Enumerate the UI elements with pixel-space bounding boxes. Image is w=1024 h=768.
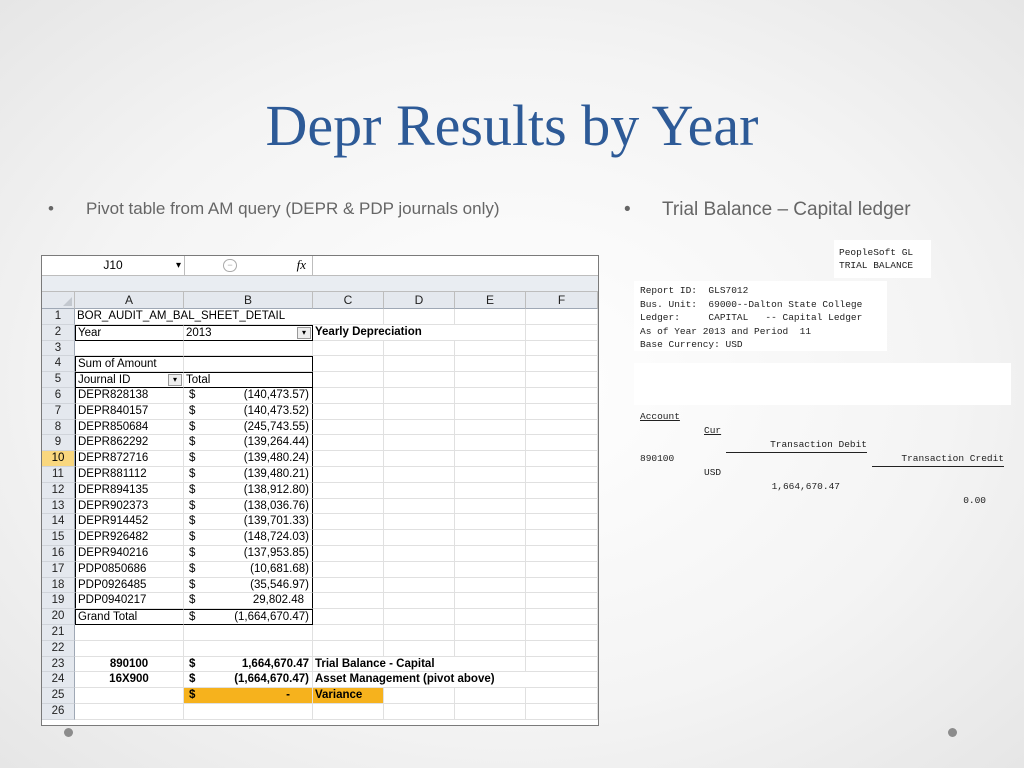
amount-value: (1,664,670.47) xyxy=(234,611,309,624)
table-row xyxy=(42,562,598,578)
row-number[interactable]: 1 xyxy=(42,309,75,325)
report-info xyxy=(634,281,887,351)
row-number[interactable]: 13 xyxy=(42,499,75,515)
cell[interactable] xyxy=(313,388,384,404)
amount-value: (139,701.33) xyxy=(243,515,309,528)
amount-cell[interactable] xyxy=(184,467,313,483)
cell[interactable] xyxy=(526,578,598,594)
cell[interactable] xyxy=(455,562,526,578)
period-line: As of Year 2013 and Period 11 xyxy=(640,325,812,337)
table-row xyxy=(42,593,598,609)
cell[interactable] xyxy=(313,578,384,594)
slide-title: Depr Results by Year xyxy=(265,93,759,158)
cell-b4[interactable] xyxy=(184,356,313,372)
cell[interactable] xyxy=(455,688,526,704)
amount-value: (148,724.03) xyxy=(243,531,309,544)
cell[interactable] xyxy=(526,657,598,673)
cell-e5[interactable] xyxy=(455,372,526,388)
cell[interactable] xyxy=(455,625,526,641)
cell[interactable] xyxy=(313,435,384,451)
amount-value: - xyxy=(286,689,290,702)
bullet-dot: • xyxy=(48,199,54,218)
amount-value: 1,664,670.47 xyxy=(241,657,309,670)
amount-cell[interactable] xyxy=(184,388,313,404)
row-number[interactable]: 6 xyxy=(42,388,75,404)
cell[interactable] xyxy=(526,672,598,688)
amount-value: (139,480.21) xyxy=(243,467,309,480)
currency-symbol: $ xyxy=(189,404,196,417)
table-row xyxy=(42,546,598,562)
amount-cell[interactable] xyxy=(184,483,313,499)
cell[interactable] xyxy=(455,641,526,657)
column-header-b[interactable]: B xyxy=(184,292,313,309)
bullet-text-right: Trial Balance – Capital ledger xyxy=(662,199,911,220)
table-row xyxy=(42,309,598,325)
journal-id-cell[interactable]: DEPR940216 xyxy=(75,546,184,562)
amount-value: (35,546.97) xyxy=(250,578,309,591)
cell-f2[interactable] xyxy=(526,325,598,341)
table-row xyxy=(42,388,598,404)
cell[interactable] xyxy=(455,483,526,499)
cell[interactable] xyxy=(313,593,384,609)
cell-e2[interactable] xyxy=(455,325,526,341)
amount-value: 29,802.48 xyxy=(252,594,304,607)
report-type: TRIAL BALANCE xyxy=(839,260,914,271)
amount-cell[interactable] xyxy=(184,562,313,578)
currency-symbol: $ xyxy=(189,436,196,449)
cell[interactable] xyxy=(313,420,384,436)
currency-symbol: $ xyxy=(189,483,196,496)
row-number[interactable]: 21 xyxy=(42,625,75,641)
row-number[interactable]: 24 xyxy=(42,672,75,688)
journal-id-header: Journal ID xyxy=(78,374,131,387)
cell-a4[interactable]: Sum of Amount xyxy=(75,356,184,372)
cell[interactable] xyxy=(384,435,455,451)
cell-e3[interactable] xyxy=(455,341,526,357)
table-row xyxy=(42,483,598,499)
table-row xyxy=(42,641,598,657)
column-header-c[interactable]: C xyxy=(313,292,384,309)
journal-id-cell[interactable]: PDP0850686 xyxy=(75,562,184,578)
table-row xyxy=(42,372,598,388)
table-row xyxy=(42,356,598,372)
cell[interactable] xyxy=(384,530,455,546)
column-header-a[interactable]: A xyxy=(75,292,184,309)
cell[interactable] xyxy=(313,546,384,562)
cell[interactable] xyxy=(526,388,598,404)
cell[interactable] xyxy=(526,641,598,657)
report-account-value: 890100 xyxy=(640,453,675,464)
cell[interactable] xyxy=(384,483,455,499)
column-headers xyxy=(42,292,598,309)
name-box[interactable] xyxy=(42,256,185,276)
table-row xyxy=(42,609,598,625)
cell[interactable] xyxy=(455,420,526,436)
row-number[interactable]: 18 xyxy=(42,578,75,594)
cell-d1[interactable] xyxy=(384,309,455,325)
cell[interactable] xyxy=(75,641,184,657)
report-system: PeopleSoft GL xyxy=(839,247,914,258)
row-number[interactable]: 9 xyxy=(42,435,75,451)
table-row xyxy=(42,341,598,357)
cell-a5[interactable] xyxy=(75,372,184,388)
amount-cell[interactable] xyxy=(184,404,313,420)
chevron-down-icon[interactable]: ▾ xyxy=(175,260,181,271)
cell[interactable] xyxy=(526,451,598,467)
journal-id-cell[interactable]: DEPR914452 xyxy=(75,514,184,530)
cell[interactable] xyxy=(313,467,384,483)
row-number[interactable]: 23 xyxy=(42,657,75,673)
currency-symbol: $ xyxy=(189,673,196,686)
currency-symbol: $ xyxy=(189,657,196,670)
currency-symbol: $ xyxy=(189,467,196,480)
currency-symbol: $ xyxy=(189,499,196,512)
journal-id-cell[interactable]: DEPR872716 xyxy=(75,451,184,467)
bus-unit-line: Bus. Unit: 69000--Dalton State College xyxy=(640,298,863,310)
cell[interactable] xyxy=(384,704,455,720)
cell-f4[interactable] xyxy=(526,356,598,372)
sheet-rows xyxy=(42,309,598,720)
cell[interactable] xyxy=(526,530,598,546)
cell[interactable] xyxy=(455,499,526,515)
cell[interactable] xyxy=(455,451,526,467)
cell[interactable] xyxy=(455,467,526,483)
cell[interactable] xyxy=(455,546,526,562)
row-number[interactable]: 3 xyxy=(42,341,75,357)
cell[interactable] xyxy=(455,404,526,420)
report-id-line: Report ID: GLS7012 xyxy=(640,285,749,296)
cell[interactable] xyxy=(455,530,526,546)
select-all-corner[interactable] xyxy=(42,292,75,309)
filter-icon[interactable]: ▾ xyxy=(168,374,182,386)
column-header-e[interactable]: E xyxy=(455,292,526,309)
table-row xyxy=(42,451,598,467)
report-col-account: Account xyxy=(640,411,680,422)
cell[interactable] xyxy=(455,435,526,451)
table-row xyxy=(42,499,598,515)
report-debit-value: 1,664,670.47 xyxy=(771,481,840,492)
report-cur-value: USD xyxy=(704,467,722,478)
filter-icon[interactable]: ▾ xyxy=(297,327,311,339)
table-row xyxy=(42,467,598,483)
amount-value: (138,912.80) xyxy=(243,483,309,496)
cell[interactable] xyxy=(75,625,184,641)
row-number[interactable]: 14 xyxy=(42,514,75,530)
year-value: 2013 xyxy=(186,326,212,339)
currency-symbol: $ xyxy=(189,594,196,607)
table-row xyxy=(42,672,598,688)
formula-input[interactable] xyxy=(313,256,598,276)
row-number[interactable]: 5 xyxy=(42,372,75,388)
ribbon-gap xyxy=(42,276,598,292)
currency-symbol: $ xyxy=(189,420,196,433)
name-box-value: J10 xyxy=(103,258,123,272)
ledger-line: Ledger: CAPITAL -- Capital Ledger xyxy=(640,312,863,323)
cell[interactable] xyxy=(526,514,598,530)
amount-value: (138,036.76) xyxy=(243,499,309,512)
cell[interactable] xyxy=(526,435,598,451)
row-number[interactable]: 25 xyxy=(42,688,75,704)
cell[interactable] xyxy=(75,688,184,704)
report-credit-value: 0.00 xyxy=(963,495,986,506)
journal-id-cell[interactable]: DEPR850684 xyxy=(75,420,184,436)
cell[interactable] xyxy=(384,451,455,467)
cell[interactable] xyxy=(313,451,384,467)
cell[interactable] xyxy=(526,625,598,641)
amount-cell[interactable] xyxy=(184,435,313,451)
cell[interactable] xyxy=(313,704,384,720)
journal-id-cell[interactable]: DEPR862292 xyxy=(75,435,184,451)
row-number[interactable]: 2 xyxy=(42,325,75,341)
cell[interactable] xyxy=(526,499,598,515)
cell[interactable] xyxy=(526,483,598,499)
cell[interactable] xyxy=(526,404,598,420)
cell[interactable] xyxy=(313,483,384,499)
row-number[interactable]: 22 xyxy=(42,641,75,657)
cell[interactable] xyxy=(526,467,598,483)
cell[interactable] xyxy=(313,499,384,515)
report-col-cur: Cur xyxy=(704,425,722,436)
cell[interactable] xyxy=(455,514,526,530)
cell-c3[interactable] xyxy=(313,341,384,357)
grand-total-label[interactable]: Grand Total xyxy=(75,609,184,625)
cell[interactable] xyxy=(384,609,455,625)
row-number[interactable]: 16 xyxy=(42,546,75,562)
cell[interactable] xyxy=(384,625,455,641)
amount-cell[interactable] xyxy=(184,451,313,467)
table-row xyxy=(42,625,598,641)
cell[interactable] xyxy=(455,593,526,609)
cell[interactable] xyxy=(526,704,598,720)
cell[interactable] xyxy=(75,704,184,720)
cell-c2[interactable]: Yearly Depreciation xyxy=(313,325,384,341)
report-col-debit: Transaction Debit xyxy=(726,438,867,453)
row-number[interactable]: 19 xyxy=(42,593,75,609)
cell[interactable] xyxy=(313,530,384,546)
amount-cell[interactable] xyxy=(184,546,313,562)
cell-d4[interactable] xyxy=(384,356,455,372)
cell-b5[interactable]: Total xyxy=(184,372,313,388)
amount-value: (139,264.44) xyxy=(243,436,309,449)
cell-f5[interactable] xyxy=(526,372,598,388)
currency-symbol: $ xyxy=(189,562,196,575)
cell[interactable] xyxy=(384,514,455,530)
spreadsheet-screenshot xyxy=(41,255,599,726)
cell[interactable] xyxy=(313,625,384,641)
amount-value: (140,473.52) xyxy=(243,404,309,417)
cell[interactable] xyxy=(384,404,455,420)
journal-id-cell[interactable]: DEPR828138 xyxy=(75,388,184,404)
cell-c4[interactable] xyxy=(313,356,384,372)
cell[interactable] xyxy=(526,420,598,436)
amount-value: (245,743.55) xyxy=(243,420,309,433)
cell[interactable] xyxy=(384,641,455,657)
bullet-text-left: Pivot table from AM query (DEPR & PDP journals only) xyxy=(86,199,500,218)
report-col-credit: Transaction Credit xyxy=(872,452,1004,467)
journal-id-cell[interactable]: DEPR926482 xyxy=(75,530,184,546)
currency-symbol: $ xyxy=(189,578,196,591)
journal-id-cell[interactable]: DEPR894135 xyxy=(75,483,184,499)
cell[interactable] xyxy=(184,641,313,657)
row-number[interactable]: 11 xyxy=(42,467,75,483)
row-number[interactable]: 8 xyxy=(42,420,75,436)
cell-c1[interactable] xyxy=(313,309,384,325)
cell[interactable] xyxy=(184,704,313,720)
table-row xyxy=(42,404,598,420)
cell-b3[interactable] xyxy=(184,341,313,357)
asset-management-label[interactable]: Asset Management (pivot above) xyxy=(313,672,384,688)
cell[interactable] xyxy=(384,593,455,609)
formula-controls xyxy=(185,256,313,276)
cell-f1[interactable] xyxy=(526,309,598,325)
amount-value: (137,953.85) xyxy=(243,546,309,559)
row-number[interactable]: 20 xyxy=(42,609,75,625)
variance-label[interactable]: Variance xyxy=(313,688,384,704)
amount-cell[interactable] xyxy=(184,514,313,530)
table-row xyxy=(42,325,598,341)
bullet-dot: • xyxy=(624,199,631,220)
cell[interactable] xyxy=(384,388,455,404)
amount-cell[interactable] xyxy=(184,593,313,609)
currency-symbol: $ xyxy=(189,689,196,702)
grand-total-cell[interactable] xyxy=(184,609,313,625)
nav-dot-left[interactable] xyxy=(64,728,73,737)
trial-balance-amount[interactable] xyxy=(184,657,313,673)
cell[interactable] xyxy=(313,514,384,530)
row-number[interactable]: 17 xyxy=(42,562,75,578)
journal-id-cell[interactable]: PDP0926485 xyxy=(75,578,184,594)
cell-f3[interactable] xyxy=(526,341,598,357)
cell[interactable] xyxy=(455,657,526,673)
journal-id-cell[interactable]: DEPR902373 xyxy=(75,499,184,515)
table-row xyxy=(42,704,598,720)
trial-balance-label[interactable]: Trial Balance - Capital xyxy=(313,657,384,673)
cell[interactable] xyxy=(384,499,455,515)
journal-id-cell[interactable]: DEPR840157 xyxy=(75,404,184,420)
amount-value: (140,473.57) xyxy=(243,388,309,401)
cell[interactable] xyxy=(384,578,455,594)
cell-d5[interactable] xyxy=(384,372,455,388)
cell[interactable] xyxy=(455,704,526,720)
cell[interactable] xyxy=(384,546,455,562)
currency-symbol: $ xyxy=(189,452,196,465)
cell-d3[interactable] xyxy=(384,341,455,357)
currency-symbol: $ xyxy=(189,388,196,401)
cell[interactable] xyxy=(313,404,384,420)
currency-symbol: $ xyxy=(189,546,196,559)
amount-cell[interactable] xyxy=(184,578,313,594)
account-cell[interactable]: 16X900 xyxy=(75,672,184,688)
cell[interactable] xyxy=(526,609,598,625)
table-row xyxy=(42,530,598,546)
cell[interactable] xyxy=(384,562,455,578)
report-table xyxy=(634,363,1011,506)
cell[interactable] xyxy=(526,546,598,562)
amount-value: (1,664,670.47) xyxy=(234,673,309,686)
cell-b2[interactable] xyxy=(184,325,313,341)
account-cell[interactable]: 890100 xyxy=(75,657,184,673)
amount-value: (10,681.68) xyxy=(250,562,309,575)
cell-a3[interactable] xyxy=(75,341,184,357)
table-row xyxy=(42,420,598,436)
cell[interactable] xyxy=(526,562,598,578)
cell-e1[interactable] xyxy=(455,309,526,325)
cell[interactable] xyxy=(184,625,313,641)
variance-amount[interactable] xyxy=(184,688,313,704)
currency-symbol: $ xyxy=(189,515,196,528)
cell[interactable] xyxy=(384,420,455,436)
report-header xyxy=(834,240,931,278)
cell-a1[interactable]: BOR_AUDIT_AM_BAL_SHEET_DETAIL xyxy=(75,309,184,325)
currency-symbol: $ xyxy=(189,611,196,624)
cell[interactable] xyxy=(455,609,526,625)
journal-id-cell[interactable]: DEPR881112 xyxy=(75,467,184,483)
cell[interactable] xyxy=(455,388,526,404)
table-row xyxy=(42,688,598,704)
asset-management-amount[interactable] xyxy=(184,672,313,688)
cell[interactable] xyxy=(384,688,455,704)
formula-bar xyxy=(42,256,598,276)
nav-dot-right[interactable] xyxy=(948,728,957,737)
amount-cell[interactable] xyxy=(184,420,313,436)
cell[interactable] xyxy=(384,467,455,483)
table-row xyxy=(42,578,598,594)
currency-line: Base Currency: USD xyxy=(640,339,743,350)
row-number[interactable]: 4 xyxy=(42,356,75,372)
fx-icon[interactable]: fx xyxy=(296,257,306,272)
amount-value: (139,480.24) xyxy=(243,452,309,465)
table-row xyxy=(42,435,598,451)
journal-id-cell[interactable]: PDP0940217 xyxy=(75,593,184,609)
cell[interactable] xyxy=(313,562,384,578)
amount-cell[interactable] xyxy=(184,530,313,546)
cell[interactable] xyxy=(526,688,598,704)
row-number[interactable]: 26 xyxy=(42,704,75,720)
currency-symbol: $ xyxy=(189,531,196,544)
table-row xyxy=(42,657,598,673)
row-number[interactable]: 7 xyxy=(42,404,75,420)
cell-a2[interactable]: Year xyxy=(75,325,184,341)
row-number[interactable]: 12 xyxy=(42,483,75,499)
cell[interactable] xyxy=(313,609,384,625)
cell-c5[interactable] xyxy=(313,372,384,388)
table-row xyxy=(42,514,598,530)
amount-cell[interactable] xyxy=(184,499,313,515)
cell[interactable] xyxy=(526,593,598,609)
row-number[interactable]: 15 xyxy=(42,530,75,546)
row-number-active[interactable]: 10 xyxy=(42,451,75,467)
cell[interactable] xyxy=(313,641,384,657)
column-header-d[interactable]: D xyxy=(384,292,455,309)
column-header-f[interactable]: F xyxy=(526,292,598,309)
cell-e4[interactable] xyxy=(455,356,526,372)
cell[interactable] xyxy=(455,578,526,594)
cancel-icon[interactable]: − xyxy=(223,259,237,272)
